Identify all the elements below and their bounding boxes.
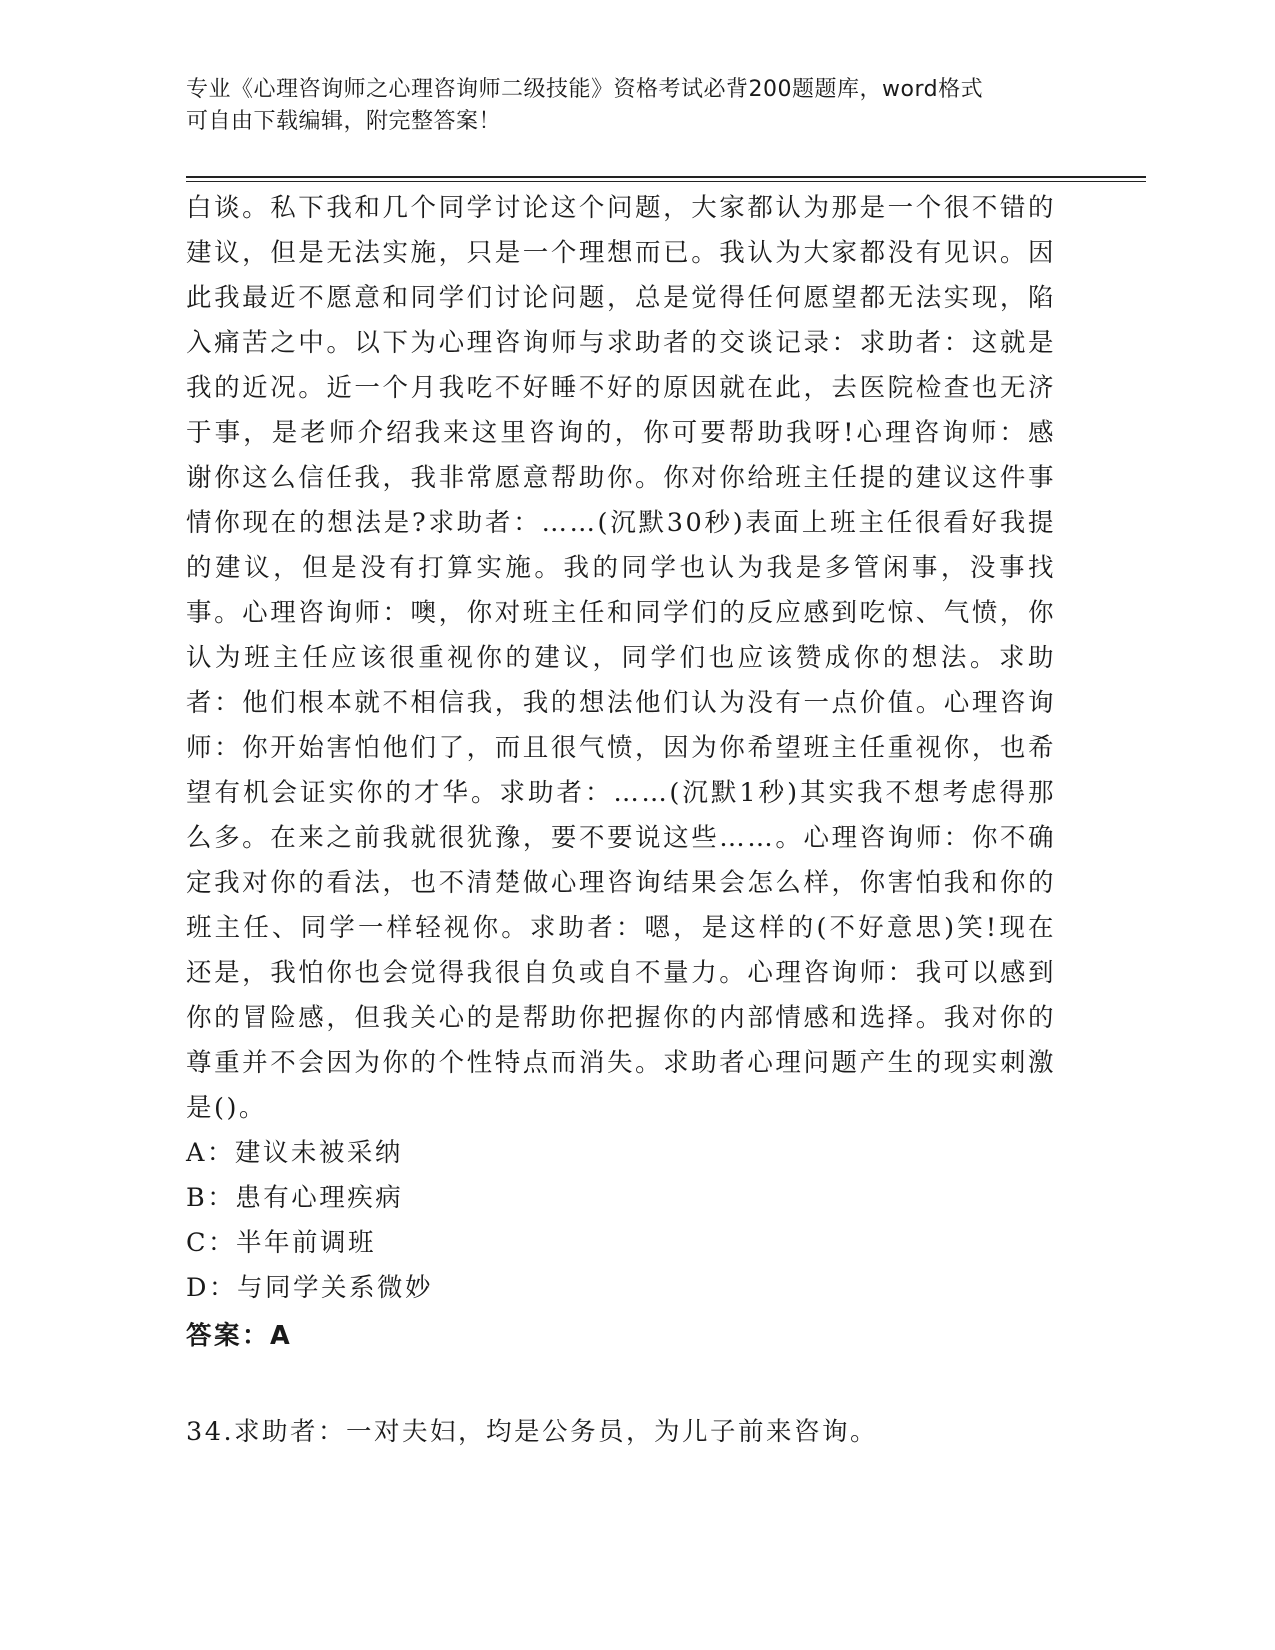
question-text: 白谈。私下我和几个同学讨论这个问题，大家都认为那是一个很不错的建议，但是无法实施，只是一个理想而已。我认为大家都没有见识。因此我最近不愿意和同学们讨论问题，总是觉得任何愿望都无法实现，陷入痛苦之中。以下为心理咨询师与求助者的交谈记录：求助者：这就是我的近况。近一个月我吃不好睡不好的原因就在此，去医院检查也无济于事，是老师介绍我来这里咨询的，你可要帮助我呀!心理咨询师：感谢你这么信任我，我非常愿意帮助你。你对你给班主任提的建议这件事情你现在的想法是?求助者：……(沉默30秒)表面上班主任很看好我提的建议，但是没有打算实施。我的同学也认为我是多管闲事，没事找事。心理咨询师：噢，你对班主任和同学们的反应感到吃惊、气愤，你认为班主任应该很重视你的建议，同学们也应该赞成你的想法。求助者：他们根本就不相信我，我的想法他们认为没有一点价值。心理咨询师：你开始害怕他们了，而且很气愤，因为你希望班主任重视你，也希望有机会证实你的才华。求助者：……(沉默1秒)其实我不想考虑得那么多。在来之前我就很犹豫，要不要说这些……。心理咨询师：你不确定我对你的看法，也不清楚做心理咨询结果会怎么样，你害怕我和你的班主任、同学一样轻视你。求助者：嗯，是这样的(不好意思)笑!现在还是，我怕你也会觉得我很自负或自不量力。心理咨询师：我可以感到你的冒险感，但我关心的是帮助你把握你的内部情感和选择。我对你的尊重并不会因为你的个性特点而消失。求助者心理问题产生的现实刺激是()。 bbox=[186, 193, 1056, 1123]
document-header bbox=[186, 74, 1066, 138]
header-divider-thin bbox=[186, 181, 1146, 182]
next-question-text: 34.求助者：一对夫妇，均是公务员，为儿子前来咨询。 bbox=[186, 1417, 879, 1447]
header-line-1: 专业《心理咨询师之心理咨询师二级技能》资格考试必背200题题库，word格式 bbox=[186, 77, 984, 102]
question-block bbox=[186, 186, 1056, 1361]
header-line-2: 可自由下载编辑，附完整答案！ bbox=[186, 109, 502, 134]
option-a: A：建议未被采纳 bbox=[186, 1138, 403, 1168]
answer-label: 答案：A bbox=[186, 1321, 293, 1351]
option-d: D：与同学关系微妙 bbox=[186, 1273, 433, 1303]
header-divider-thick bbox=[186, 176, 1146, 178]
option-b: B：患有心理疾病 bbox=[186, 1183, 404, 1213]
option-c: C：半年前调班 bbox=[186, 1228, 377, 1258]
